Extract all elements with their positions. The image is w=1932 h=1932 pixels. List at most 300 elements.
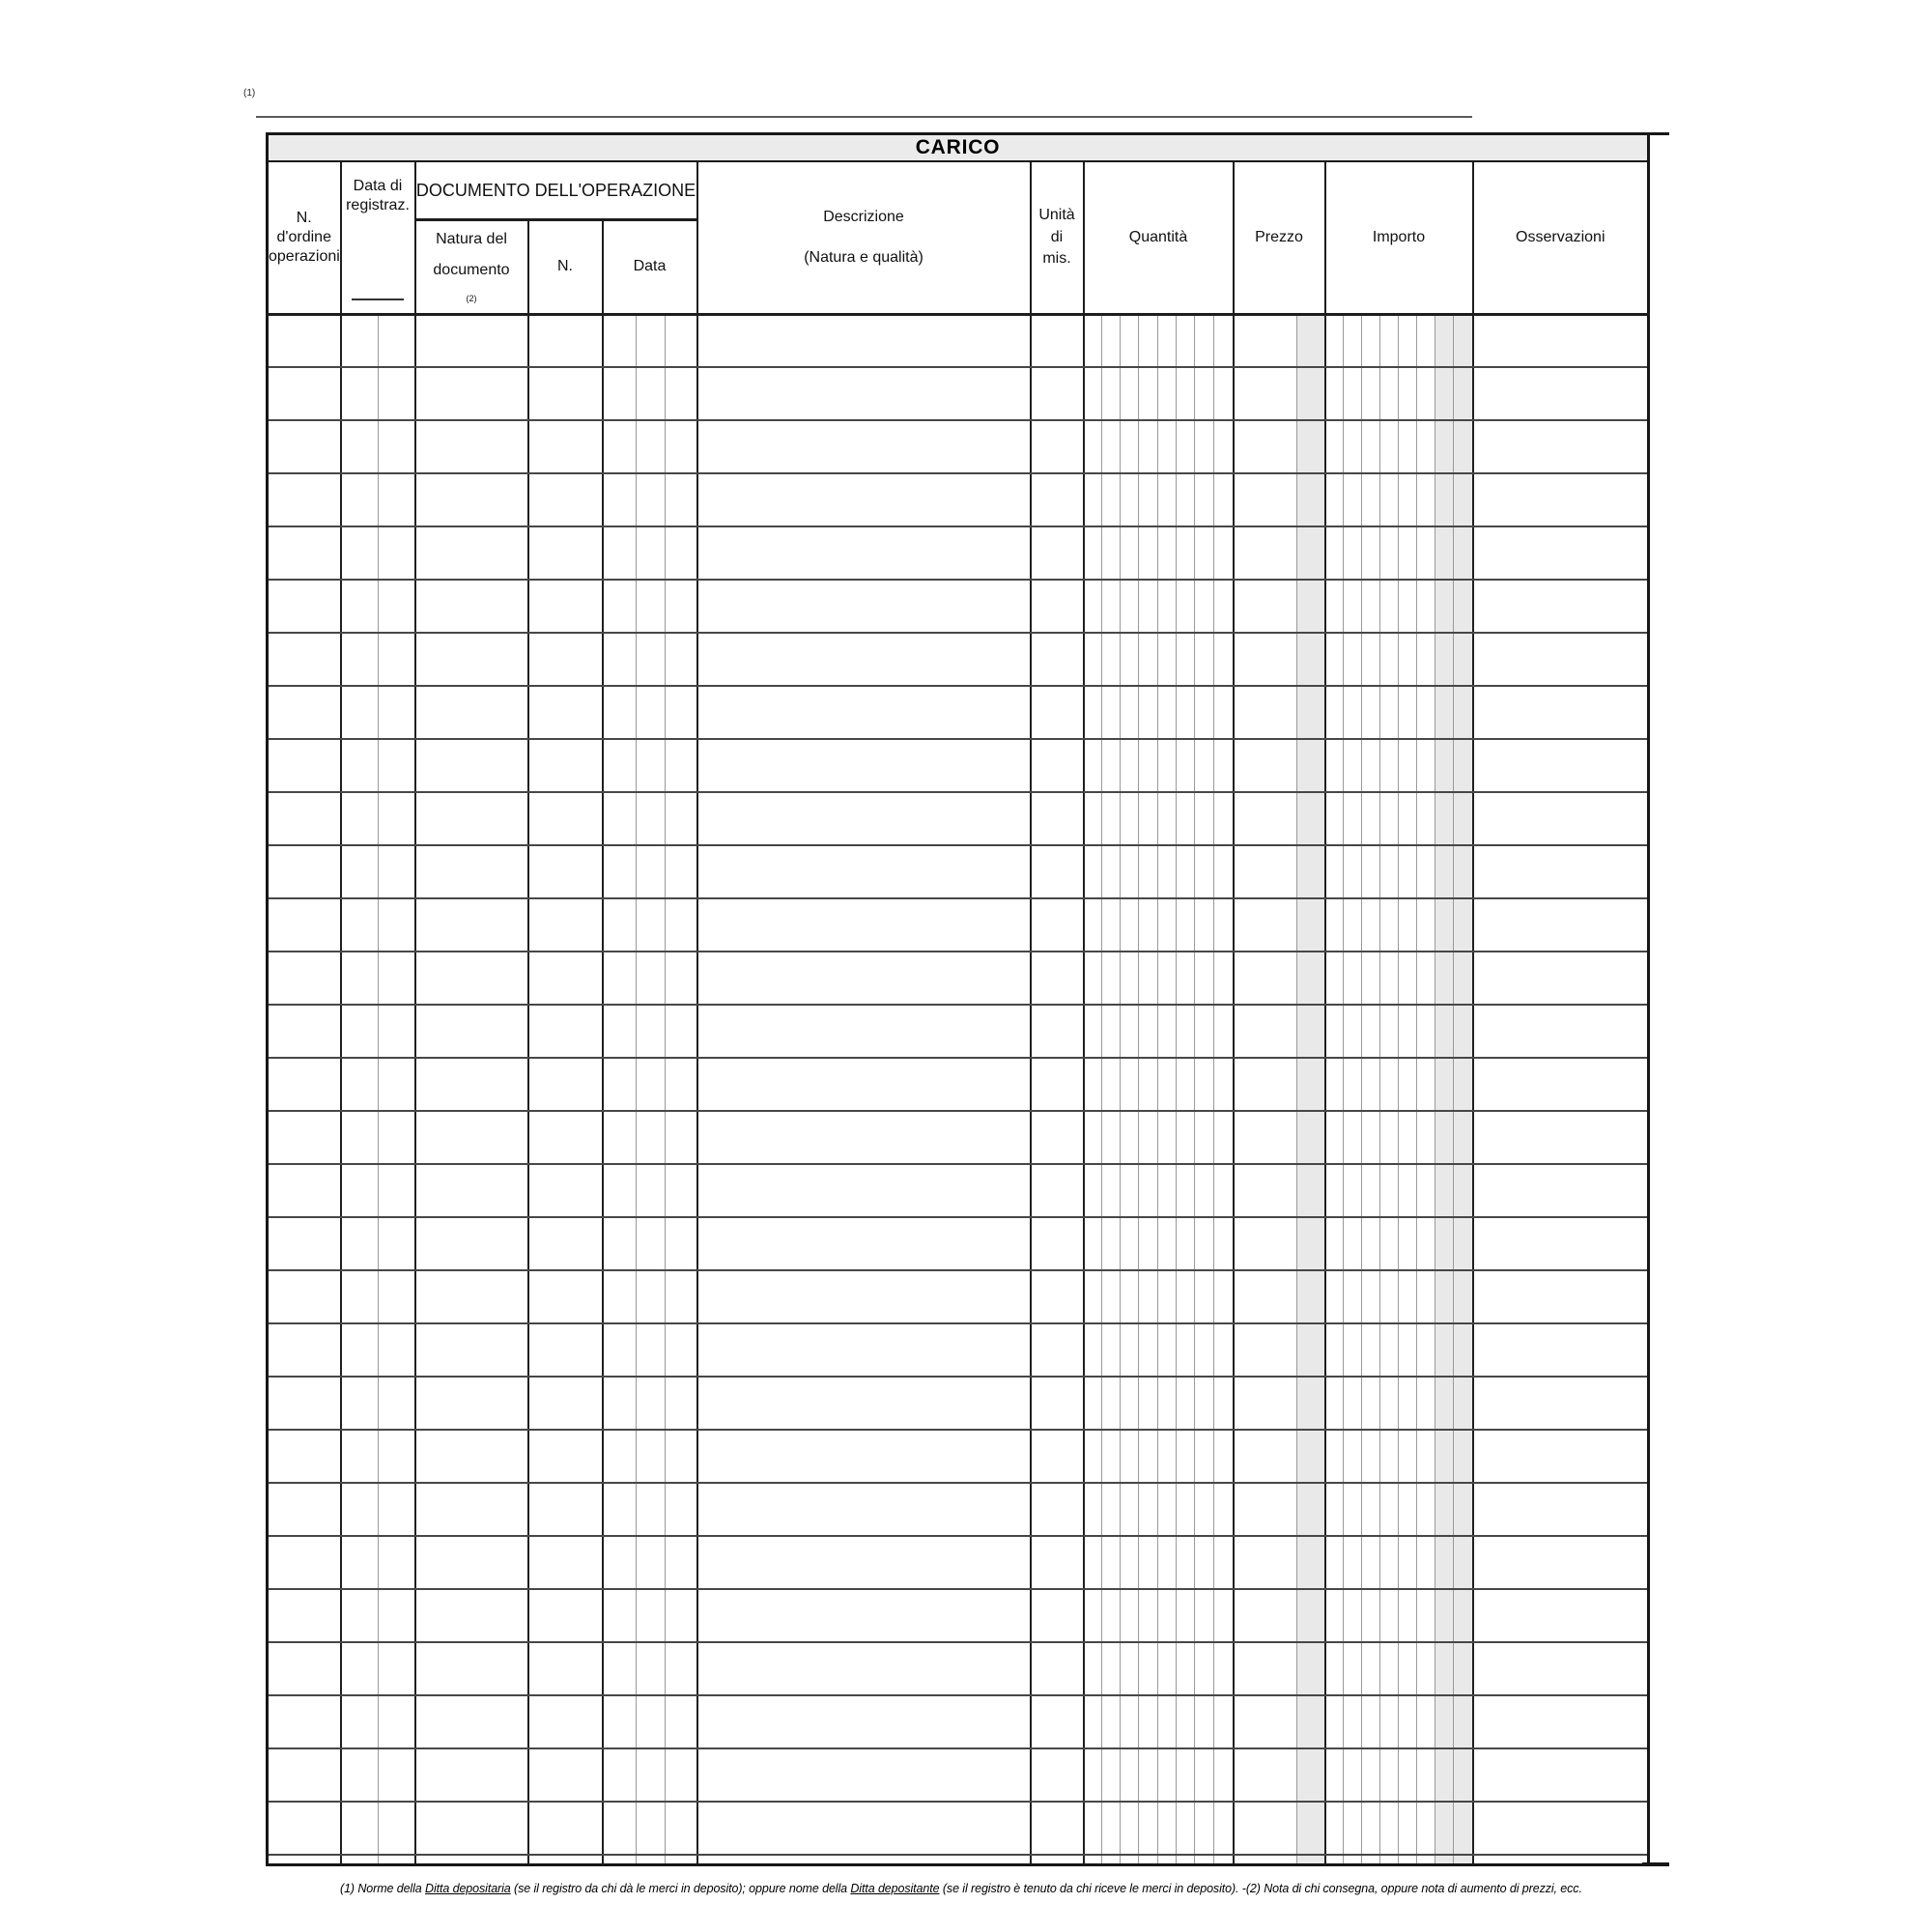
grid-cell (1344, 1217, 1362, 1270)
grid-cell (1454, 633, 1473, 686)
grid-cell (1417, 1217, 1435, 1270)
grid-cell (1084, 686, 1102, 739)
grid-cell (1380, 1323, 1399, 1377)
grid-cell (1399, 1005, 1417, 1058)
grid-cell (268, 314, 341, 367)
grid-cell (1031, 633, 1084, 686)
grid-cell (1454, 1642, 1473, 1695)
grid-cell (1139, 1323, 1158, 1377)
grid-cell (1454, 1323, 1473, 1377)
table-row (268, 580, 1649, 633)
grid-cell (666, 1802, 697, 1855)
grid-cell (1399, 1377, 1417, 1430)
grid-cell (1325, 1058, 1344, 1111)
grid-cell (1344, 1323, 1362, 1377)
grid-cell (1031, 845, 1084, 898)
table-row (268, 1589, 1649, 1642)
grid-cell (1121, 1483, 1139, 1536)
grid-cell (1102, 367, 1121, 420)
grid-cell (1380, 473, 1399, 526)
grid-cell (1454, 1748, 1473, 1802)
grid-cell (1325, 1377, 1344, 1430)
header-row-main (268, 161, 1649, 219)
grid-cell (1380, 1058, 1399, 1111)
table-row (268, 1111, 1649, 1164)
grid-cell (1454, 845, 1473, 898)
grid-cell (1325, 1695, 1344, 1748)
grid-cell (1399, 952, 1417, 1005)
grid-cell (1473, 1695, 1649, 1748)
grid-cell (528, 1855, 603, 1864)
grid-cell (1362, 1802, 1380, 1855)
grid-cell (697, 1695, 1031, 1748)
grid-cell (1454, 1058, 1473, 1111)
grid-cell (1214, 314, 1234, 367)
grid-cell (1435, 526, 1454, 580)
grid-cell (1084, 739, 1102, 792)
grid-cell (1031, 367, 1084, 420)
grid-cell (1177, 1589, 1195, 1642)
grid-cell (1121, 1430, 1139, 1483)
grid-cell (379, 633, 415, 686)
grid-cell (1435, 473, 1454, 526)
grid-cell (1473, 1536, 1649, 1589)
blank-fill-line (352, 298, 404, 300)
table-row (268, 1695, 1649, 1748)
table-row (268, 1430, 1649, 1483)
grid-cell (1139, 314, 1158, 367)
grid-cell (603, 633, 637, 686)
grid-cell (666, 1377, 697, 1430)
grid-cell (1195, 1005, 1214, 1058)
grid-cell (1362, 1536, 1380, 1589)
grid-cell (1325, 1430, 1344, 1483)
grid-cell (697, 1855, 1031, 1864)
grid-cell (1102, 580, 1121, 633)
grid-cell (1344, 1483, 1362, 1536)
grid-cell (1297, 1270, 1325, 1323)
grid-cell (1454, 1536, 1473, 1589)
grid-cell (1399, 1748, 1417, 1802)
grid-cell (415, 898, 528, 952)
grid-cell (528, 1164, 603, 1217)
grid-cell (1031, 1270, 1084, 1323)
grid-cell (1234, 898, 1297, 952)
grid-cell (1177, 792, 1195, 845)
grid-cell (1325, 1111, 1344, 1164)
grid-cell (1362, 1589, 1380, 1642)
grid-cell (1234, 739, 1297, 792)
grid-cell (666, 1005, 697, 1058)
grid-cell (1031, 1536, 1084, 1589)
grid-cell (1234, 1589, 1297, 1642)
grid-cell (1435, 1695, 1454, 1748)
grid-cell (1084, 1270, 1102, 1323)
grid-cell (1084, 952, 1102, 1005)
grid-cell (1362, 952, 1380, 1005)
grid-cell (1297, 580, 1325, 633)
grid-cell (1325, 845, 1344, 898)
grid-cell (666, 1111, 697, 1164)
grid-cell (379, 1058, 415, 1111)
grid-cell (341, 792, 379, 845)
grid-cell (1417, 1748, 1435, 1802)
grid-cell (697, 1430, 1031, 1483)
grid-cell (415, 1111, 528, 1164)
grid-cell (1121, 1377, 1139, 1430)
grid-cell (1234, 367, 1297, 420)
grid-cell (1214, 1642, 1234, 1695)
grid-cell (1454, 473, 1473, 526)
grid-cell (379, 1270, 415, 1323)
table-row (268, 686, 1649, 739)
grid-cell (1473, 1589, 1649, 1642)
company-name-rule-line (256, 116, 1472, 118)
grid-cell (603, 1005, 637, 1058)
grid-cell (415, 633, 528, 686)
grid-cell (1380, 1695, 1399, 1748)
grid-cell (1102, 1111, 1121, 1164)
grid-cell (1234, 845, 1297, 898)
grid-cell (415, 1536, 528, 1589)
grid-cell (268, 1430, 341, 1483)
grid-cell (1084, 1642, 1102, 1695)
header-label-line: Unità (1038, 207, 1075, 224)
grid-cell (1380, 686, 1399, 739)
grid-cell (341, 1005, 379, 1058)
grid-cell (1297, 1005, 1325, 1058)
grid-cell (528, 952, 603, 1005)
grid-cell (1195, 314, 1214, 367)
grid-cell (1234, 1058, 1297, 1111)
grid-cell (1297, 1111, 1325, 1164)
grid-cell (268, 1748, 341, 1802)
grid-cell (1158, 1536, 1177, 1589)
grid-cell (1399, 580, 1417, 633)
grid-cell (379, 1217, 415, 1270)
grid-cell (1214, 633, 1234, 686)
grid-cell (1102, 1164, 1121, 1217)
grid-cell (1297, 898, 1325, 952)
grid-cell (697, 1483, 1031, 1536)
grid-cell (379, 420, 415, 473)
grid-cell (1454, 314, 1473, 367)
grid-cell (1399, 1589, 1417, 1642)
grid-cell (1102, 1536, 1121, 1589)
grid-cell (1195, 580, 1214, 633)
grid-cell (1297, 1058, 1325, 1111)
grid-cell (1380, 1855, 1399, 1864)
grid-cell (1177, 1483, 1195, 1536)
grid-cell (1084, 526, 1102, 580)
grid-cell (1031, 1430, 1084, 1483)
grid-cell (666, 739, 697, 792)
grid-cell (1473, 952, 1649, 1005)
grid-cell (268, 1111, 341, 1164)
grid-cell (1362, 367, 1380, 420)
grid-cell (1417, 845, 1435, 898)
grid-cell (379, 686, 415, 739)
grid-cell (1084, 1430, 1102, 1483)
grid-cell (1417, 633, 1435, 686)
grid-cell (637, 1217, 666, 1270)
grid-cell (1362, 1217, 1380, 1270)
grid-cell (1325, 686, 1344, 739)
grid-cell (1158, 580, 1177, 633)
grid-cell (1195, 367, 1214, 420)
grid-cell (1297, 1323, 1325, 1377)
grid-cell (1102, 1642, 1121, 1695)
grid-cell (528, 1270, 603, 1323)
grid-cell (1031, 1217, 1084, 1270)
table-row (268, 1802, 1649, 1855)
grid-cell (415, 1642, 528, 1695)
grid-cell (637, 1483, 666, 1536)
grid-cell (1362, 1748, 1380, 1802)
grid-cell (1362, 1430, 1380, 1483)
grid-cell (1473, 1802, 1649, 1855)
footnote-marker-2: (2) (466, 293, 477, 303)
grid-cell (1454, 1164, 1473, 1217)
grid-cell (1325, 367, 1344, 420)
grid-cell (1084, 1164, 1102, 1217)
grid-cell (341, 1748, 379, 1802)
grid-cell (603, 1164, 637, 1217)
grid-cell (1102, 420, 1121, 473)
grid-cell (1195, 1323, 1214, 1377)
grid-cell (1195, 1855, 1214, 1864)
grid-cell (1473, 686, 1649, 739)
grid-cell (697, 1164, 1031, 1217)
grid-cell (1139, 420, 1158, 473)
col-header-documento-operazione: DOCUMENTO DELL'OPERAZIONE (415, 161, 697, 219)
grid-cell (1084, 314, 1102, 367)
grid-cell (415, 473, 528, 526)
grid-cell (1325, 1748, 1344, 1802)
grid-cell (1121, 1217, 1139, 1270)
grid-cell (1380, 633, 1399, 686)
grid-cell (1473, 1111, 1649, 1164)
grid-cell (1139, 1377, 1158, 1430)
grid-cell (697, 845, 1031, 898)
grid-cell (697, 1005, 1031, 1058)
grid-cell (1344, 633, 1362, 686)
grid-cell (341, 952, 379, 1005)
grid-cell (1177, 526, 1195, 580)
grid-cell (1177, 580, 1195, 633)
grid-cell (637, 1058, 666, 1111)
grid-cell (1084, 1377, 1102, 1430)
grid-cell (1139, 1483, 1158, 1536)
grid-cell (1362, 1005, 1380, 1058)
grid-cell (415, 367, 528, 420)
grid-cell (1435, 1377, 1454, 1430)
grid-cell (379, 314, 415, 367)
grid-cell (1380, 1536, 1399, 1589)
grid-cell (666, 1430, 697, 1483)
grid-cell (1380, 314, 1399, 367)
grid-cell (1214, 1483, 1234, 1536)
grid-cell (1380, 1217, 1399, 1270)
grid-cell (1177, 686, 1195, 739)
grid-cell (1139, 1802, 1158, 1855)
table-row (268, 1217, 1649, 1270)
grid-cell (1031, 1111, 1084, 1164)
grid-cell (666, 314, 697, 367)
grid-cell (697, 1217, 1031, 1270)
grid-cell (1195, 1589, 1214, 1642)
grid-cell (1031, 1642, 1084, 1695)
grid-cell (603, 739, 637, 792)
col-header-descrizione (697, 161, 1031, 314)
grid-cell (1435, 1589, 1454, 1642)
grid-cell (528, 1748, 603, 1802)
grid-cell (1417, 367, 1435, 420)
grid-cell (1297, 952, 1325, 1005)
grid-cell (1435, 1430, 1454, 1483)
grid-cell (379, 1483, 415, 1536)
grid-cell (379, 845, 415, 898)
grid-cell (1399, 1695, 1417, 1748)
grid-cell (1214, 1323, 1234, 1377)
grid-cell (1158, 526, 1177, 580)
grid-cell (1417, 739, 1435, 792)
grid-cell (1380, 845, 1399, 898)
grid-cell (1362, 420, 1380, 473)
grid-cell (637, 845, 666, 898)
grid-cell (1417, 686, 1435, 739)
grid-cell (1454, 952, 1473, 1005)
grid-cell (1344, 526, 1362, 580)
grid-cell (1417, 898, 1435, 952)
grid-cell (666, 1855, 697, 1864)
grid-cell (1417, 1536, 1435, 1589)
table-row (268, 952, 1649, 1005)
grid-cell (603, 1855, 637, 1864)
grid-cell (637, 1377, 666, 1430)
grid-cell (666, 1058, 697, 1111)
grid-cell (1297, 1164, 1325, 1217)
grid-cell (1473, 845, 1649, 898)
grid-cell (1344, 1005, 1362, 1058)
grid-cell (1362, 792, 1380, 845)
grid-cell (341, 845, 379, 898)
grid-cell (1454, 739, 1473, 792)
header-label-line: documento (433, 261, 510, 278)
grid-cell (1380, 1005, 1399, 1058)
grid-cell (1139, 739, 1158, 792)
grid-cell (697, 739, 1031, 792)
footer-note (340, 1882, 1582, 1895)
grid-cell (1195, 1483, 1214, 1536)
grid-cell (1362, 526, 1380, 580)
grid-cell (1473, 792, 1649, 845)
grid-cell (1031, 1164, 1084, 1217)
grid-cell (379, 1111, 415, 1164)
grid-cell (1121, 686, 1139, 739)
grid-cell (1297, 314, 1325, 367)
grid-cell (1102, 1058, 1121, 1111)
grid-cell (1297, 686, 1325, 739)
grid-cell (1417, 952, 1435, 1005)
grid-cell (268, 1270, 341, 1323)
grid-cell (1158, 1483, 1177, 1536)
grid-cell (1362, 1377, 1380, 1430)
grid-cell (637, 1695, 666, 1748)
grid-cell (697, 1270, 1031, 1323)
grid-cell (1234, 526, 1297, 580)
grid-cell (1121, 1589, 1139, 1642)
grid-cell (1399, 1164, 1417, 1217)
grid-cell (1435, 1483, 1454, 1536)
grid-cell (1195, 898, 1214, 952)
table-row (268, 1483, 1649, 1536)
grid-cell (1435, 1642, 1454, 1695)
grid-cell (1435, 1748, 1454, 1802)
grid-cell (1177, 1377, 1195, 1430)
grid-cell (1473, 1005, 1649, 1058)
grid-cell (1031, 792, 1084, 845)
grid-cell (1139, 1536, 1158, 1589)
grid-cell (1473, 420, 1649, 473)
grid-cell (1380, 580, 1399, 633)
top-left-footnote-marker: (1) (243, 88, 256, 99)
grid-cell (341, 1589, 379, 1642)
grid-cell (1195, 1058, 1214, 1111)
grid-cell (666, 1695, 697, 1748)
grid-cell (1121, 1855, 1139, 1864)
grid-cell (1297, 1377, 1325, 1430)
grid-cell (637, 739, 666, 792)
grid-cell (1214, 1111, 1234, 1164)
grid-cell (379, 580, 415, 633)
grid-cell (1195, 1536, 1214, 1589)
grid-cell (268, 473, 341, 526)
grid-cell (1158, 1695, 1177, 1748)
grid-cell (415, 1270, 528, 1323)
grid-cell (268, 845, 341, 898)
table-row (268, 1377, 1649, 1430)
grid-cell (666, 952, 697, 1005)
grid-cell (341, 1323, 379, 1377)
header-label-line: registraz. (346, 197, 410, 213)
grid-cell (1102, 526, 1121, 580)
grid-cell (1344, 1855, 1362, 1864)
grid-cell (1454, 1802, 1473, 1855)
table-row (268, 1536, 1649, 1589)
grid-cell (341, 1642, 379, 1695)
grid-cell (1195, 473, 1214, 526)
grid-cell (603, 1430, 637, 1483)
grid-cell (1234, 1005, 1297, 1058)
grid-cell (603, 580, 637, 633)
grid-cell (1454, 1111, 1473, 1164)
grid-cell (637, 1802, 666, 1855)
grid-cell (1325, 420, 1344, 473)
grid-cell (415, 1483, 528, 1536)
grid-cell (1102, 792, 1121, 845)
grid-cell (1325, 1270, 1344, 1323)
grid-cell (341, 420, 379, 473)
grid-cell (1399, 314, 1417, 367)
grid-cell (1102, 1005, 1121, 1058)
grid-cell (268, 367, 341, 420)
grid-cell (1158, 473, 1177, 526)
grid-cell (1362, 898, 1380, 952)
grid-cell (415, 1058, 528, 1111)
grid-cell (1380, 1270, 1399, 1323)
grid-cell (697, 1802, 1031, 1855)
